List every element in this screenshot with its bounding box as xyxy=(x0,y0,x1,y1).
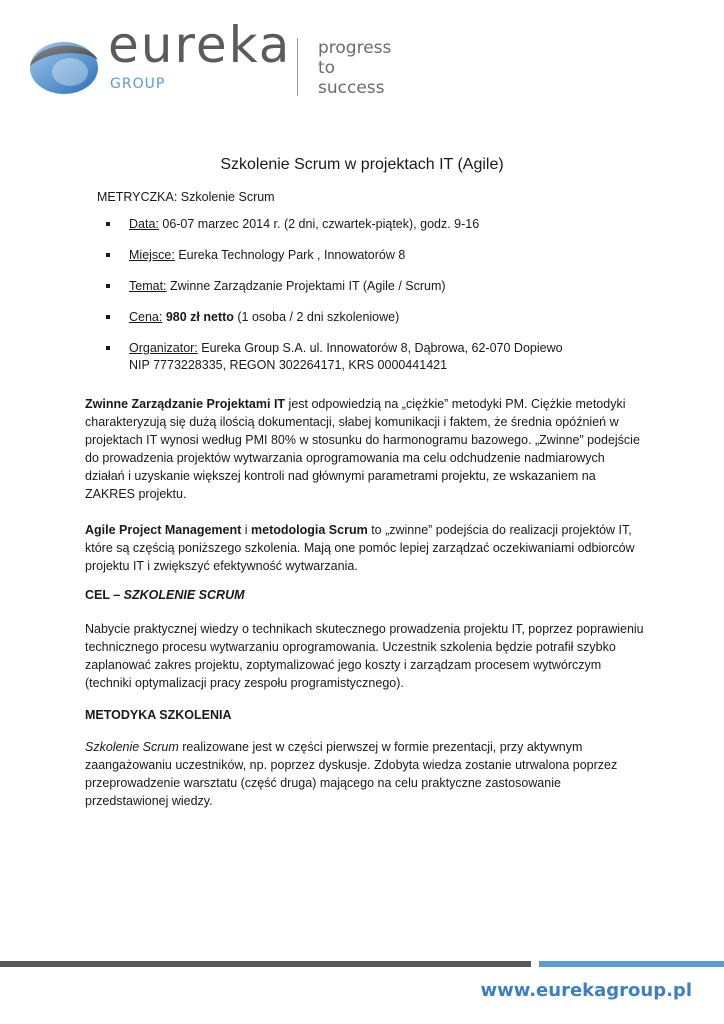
brand-subtitle: GROUP xyxy=(110,76,166,92)
agile-paragraph xyxy=(85,521,645,575)
cel-paragraph xyxy=(85,620,645,692)
metodyka-heading: METODYKA SZKOLENIA xyxy=(85,708,232,722)
bullet-icon xyxy=(106,253,110,257)
bullet-icon xyxy=(106,222,110,226)
cel-heading xyxy=(85,588,245,602)
detail-text: 06-07 marzec 2014 r. (2 dni, czwartek-piątek), godz. 9-16 xyxy=(158,217,480,231)
bullet-icon xyxy=(106,346,110,350)
cel-heading-text: CEL – xyxy=(85,588,124,602)
detail-label: Data: xyxy=(129,217,159,231)
bullet-icon xyxy=(106,315,110,319)
detail-item-organizer xyxy=(106,340,563,374)
detail-text: Zwinne Zarządzanie Projektami IT (Agile / Scrum) xyxy=(166,279,446,293)
detail-label: Miejsce: xyxy=(129,248,175,262)
details-list xyxy=(106,216,563,388)
agile-bold-2: metodologia Scrum xyxy=(251,523,368,537)
agile-text: to „zwinne” podejścia do realizacji projektów IT, które są częścią poniższego szkolenia. Mają one pomóc lepiej zarządzać oczekiwaniami odbiorców projektu IT i zwiększyć efektywność wytwarzania. xyxy=(85,523,635,573)
detail-text: (1 osoba / 2 dni szkoleniowe) xyxy=(233,310,400,324)
tagline-line: success xyxy=(318,78,385,98)
footer-bar-blue xyxy=(539,961,724,967)
bullet-icon xyxy=(106,284,110,288)
metodyka-italic: Szkolenie Scrum xyxy=(85,740,179,754)
metodyka-paragraph xyxy=(85,738,645,810)
detail-text: Eureka Group S.A. ul. Innowatorów 8, Dąbrowa, 62-070 Dopiewo xyxy=(197,341,563,355)
footer-website-link[interactable]: www.eurekagroup.pl xyxy=(480,980,692,1001)
detail-text: Eureka Technology Park , Innowatorów 8 xyxy=(174,248,406,262)
intro-paragraph xyxy=(85,395,645,503)
eureka-logo-icon xyxy=(26,36,100,96)
brand-name: eureka xyxy=(108,16,292,74)
detail-item-price xyxy=(106,309,563,326)
document-title: Szkolenie Scrum w projektach IT (Agile) xyxy=(220,156,504,173)
tagline xyxy=(318,38,391,98)
detail-item-topic xyxy=(106,278,563,295)
cel-heading-italic: SZKOLENIE SCRUM xyxy=(123,588,245,602)
agile-mid: i xyxy=(241,523,252,537)
agile-bold-1: Agile Project Management xyxy=(85,523,242,537)
price-value: 980 zł netto xyxy=(162,310,234,324)
page-header xyxy=(0,0,724,110)
detail-item-place xyxy=(106,247,563,264)
organizer-registry: NIP 7773228335, REGON 302264171, KRS 0000441421 xyxy=(129,358,448,372)
tagline-line: to xyxy=(318,58,336,78)
metodyka-text: realizowane jest w części pierwszej w formie prezentacji, przy aktywnym zaangażowaniu uczestników, np. poprzez dyskusje. Zdobyta wiedza zostanie utrwalona poprzez przeprowadzenie warsztatu (część druga) mającego na celu praktyczne zastosowanie przedstawionej wiedzy. xyxy=(85,740,618,808)
metryczka-line: METRYCZKA: Szkolenie Scrum xyxy=(97,190,275,204)
detail-label: Organizator: xyxy=(129,341,198,355)
intro-bold: Zwinne Zarządzanie Projektami IT xyxy=(85,397,286,411)
footer-bar-gray xyxy=(0,961,531,967)
detail-item-date xyxy=(106,216,563,233)
detail-label: Temat: xyxy=(129,279,167,293)
detail-label: Cena: xyxy=(129,310,163,324)
intro-text: jest odpowiedzią na „ciężkie” metodyki PM. Ciężkie metodyki charakteryzują się dużą ilością dokumentacji, słabej komunikacji i faktem, że średnia opóźnień w projektach IT wynosi według PMI 80% w stosunku do harmonogramu bazowego. „Zwinne” podejście do prowadzenia projektów wytwarzania oprogramowania ma celu odchudzenie nadmiarowych działań i uzyskanie większej kontroli nad głównymi parametrami projektu, ze wskazaniem na ZAKRES projektu. xyxy=(85,397,640,501)
cel-text: Nabycie praktycznej wiedzy o technikach skutecznego prowadzenia projektu IT, poprzez poprawieniu technicznego procesu wytwarzaniu oprogramowania. Uczestnik szkolenia będzie potrafił szybko zaplanować zakres projektu, zoptymalizować jego koszty i zarządzam procesem wytwórczym (techniki optymalizacji pracy zespołu programistycznego). xyxy=(85,622,644,690)
tagline-line: progress xyxy=(318,38,392,58)
header-divider xyxy=(297,38,298,96)
